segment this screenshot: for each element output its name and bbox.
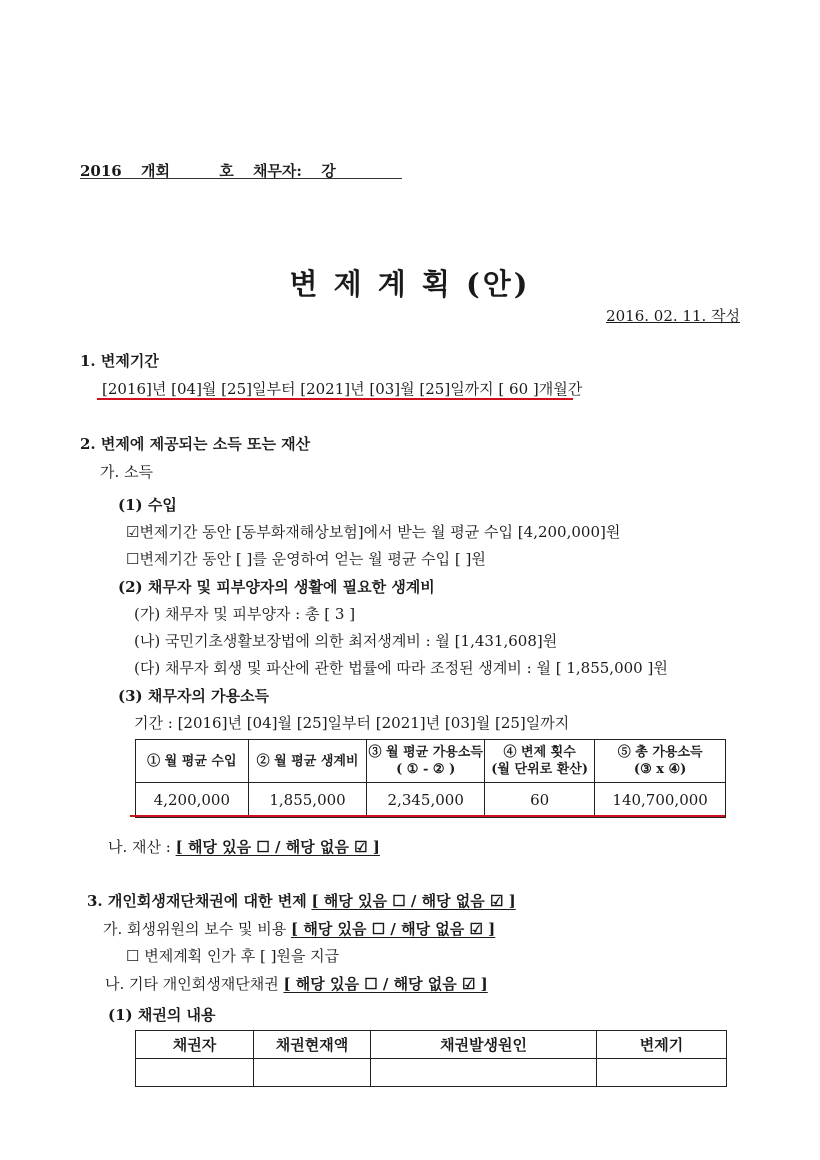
- debtor-label: 채무자:: [252, 162, 302, 180]
- header-total-available: ⑤ 총 가용소득 (③ x ④): [595, 740, 726, 783]
- trustee-fee-value: [ 해당 있음 ☐ / 해당 없음 ☑ ]: [291, 920, 496, 938]
- claim-header-due: 변제기: [597, 1031, 727, 1059]
- case-gae: 개회: [140, 162, 170, 180]
- header-repayment-count: ④ 변제 횟수 (월 단위로 환산): [485, 740, 595, 783]
- debtor-name: 강: [321, 162, 336, 180]
- income-item-2: ☐변제기간 동안 [ ]를 운영하여 얻는 월 평균 수입 [ ]원: [126, 550, 486, 568]
- case-ho: 호: [219, 162, 234, 180]
- claim-table: [135, 1030, 727, 1087]
- section1-heading: 1. 변제기간: [80, 352, 159, 370]
- case-year: 2016: [80, 162, 122, 180]
- claim-cell-cause: [371, 1059, 597, 1087]
- header-living-cost: ② 월 평균 생계비: [248, 740, 367, 783]
- available-income-title: (3) 채무자의 가용소득: [118, 687, 269, 705]
- living-cost-item-2: (나) 국민기초생활보장법에 의한 최저생계비 : 월 [1,431,608]원: [134, 632, 558, 650]
- section2-heading: 2. 변제에 제공되는 소득 또는 재산: [80, 435, 311, 453]
- trustee-fee-item: ☐ 변제계획 인가 후 [ ]원을 지급: [126, 947, 340, 965]
- value-living-cost: 1,855,000: [248, 783, 367, 818]
- claim-header-creditor: 채권자: [136, 1031, 254, 1059]
- repayment-period: [2016]년 [04]월 [25]일부터 [2021]년 [03]월 [25]일까지 [ 60 ]개월간: [102, 380, 583, 398]
- section3-value: [ 해당 있음 ☐ / 해당 없음 ☑ ]: [311, 892, 516, 910]
- property-line: [108, 836, 380, 857]
- value-repayment-count: 60: [485, 783, 595, 818]
- section3-heading: 3. 개인회생재단채권에 대한 변제: [87, 892, 307, 910]
- period-redline: [97, 398, 573, 400]
- property-value: [ 해당 있음 ☐ / 해당 없음 ☑ ]: [175, 838, 380, 856]
- living-cost-item-3: (다) 채무자 회생 및 파산에 관한 법률에 따라 조정된 생계비 : 월 [ 1,855,000 ]원: [134, 659, 668, 677]
- section3-line: [87, 890, 516, 911]
- income-item-1: ☑변제기간 동안 [동부화재해상보험]에서 받는 월 평균 수입 [4,200,000]원: [126, 523, 621, 541]
- other-claims-label: 나. 기타 개인회생재단채권: [105, 975, 279, 993]
- table-row: [136, 1059, 727, 1087]
- living-cost-item-1: (가) 채무자 및 피부양자 : 총 [ 3 ]: [134, 605, 356, 623]
- available-income-table: [135, 739, 726, 818]
- claim-cell-amount: [254, 1059, 371, 1087]
- income-title: (1) 수입: [118, 496, 177, 514]
- header-underline: [80, 178, 402, 179]
- available-income-period: 기간 : [2016]년 [04]월 [25]일부터 [2021]년 [03]월 [25]일까지: [134, 714, 570, 732]
- write-date: 2016. 02. 11. 작성: [606, 307, 740, 325]
- property-label: 나. 재산 :: [108, 838, 171, 856]
- trustee-fee-line: [103, 918, 495, 939]
- claim-header-cause: 채권발생원인: [371, 1031, 597, 1059]
- income-subheading: 가. 소득: [100, 463, 154, 481]
- value-monthly-income: 4,200,000: [136, 783, 249, 818]
- table-row: [136, 783, 726, 818]
- claim-header-amount: 채권현재액: [254, 1031, 371, 1059]
- claim-cell-creditor: [136, 1059, 254, 1087]
- table-header-row: [136, 740, 726, 783]
- header-available-income: ③ 월 평균 가용소득 ( ① - ② ): [367, 740, 485, 783]
- trustee-fee-label: 가. 회생위원의 보수 및 비용: [103, 920, 287, 938]
- claim-cell-due: [597, 1059, 727, 1087]
- value-total-available: 140,700,000: [595, 783, 726, 818]
- value-available-income: 2,345,000: [367, 783, 485, 818]
- table-redline: [130, 815, 725, 817]
- claim-table-header-row: [136, 1031, 727, 1059]
- header-monthly-income: ① 월 평균 수입: [136, 740, 249, 783]
- claim-content-title: (1) 채권의 내용: [108, 1006, 216, 1024]
- living-cost-title: (2) 채무자 및 피부양자의 생활에 필요한 생계비: [118, 578, 435, 596]
- other-claims-value: [ 해당 있음 ☐ / 해당 없음 ☑ ]: [283, 975, 488, 993]
- page-title: 변 제 계 획 (안): [289, 267, 531, 301]
- other-claims-line: [105, 973, 488, 994]
